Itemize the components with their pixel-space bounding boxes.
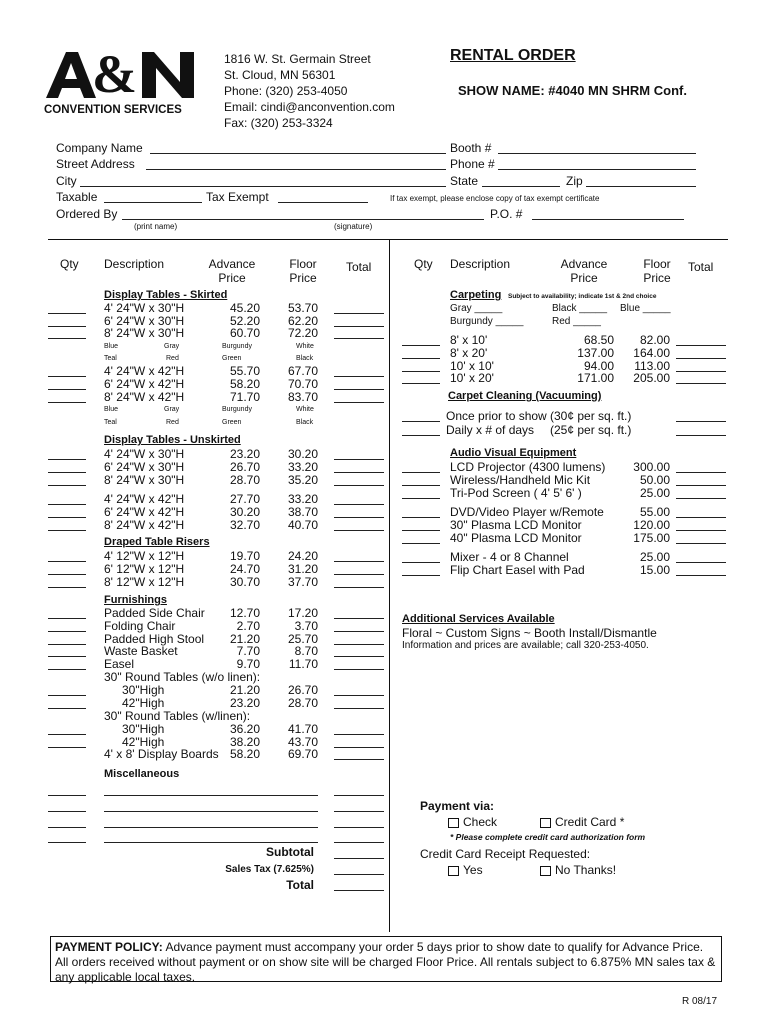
qty-field[interactable]	[402, 530, 440, 531]
item-description: 42"High	[122, 734, 165, 749]
additional-services-heading: Additional Services Available	[402, 613, 555, 625]
right-total-header: Total	[688, 260, 714, 274]
item-description: DVD/Video Player w/Remote	[450, 505, 604, 519]
round-linen-heading: 30" Round Tables (w/linen):	[104, 709, 251, 723]
floor-price: 41.70	[287, 722, 318, 736]
sales-tax-label: Sales Tax (7.625%)	[225, 864, 314, 875]
show-name: SHOW NAME: #4040 MN SHRM Conf.	[458, 83, 687, 98]
qty-field[interactable]	[48, 587, 86, 588]
qty-field[interactable]	[402, 498, 440, 499]
advance-price: 68.50	[583, 333, 614, 347]
additional-services-line2: Information and prices are available; call 320-253-4050.	[402, 640, 649, 651]
total-field[interactable]	[334, 313, 384, 314]
subtotal-label: Subtotal	[266, 845, 314, 859]
color-option: Red	[166, 355, 179, 362]
item-description: 4' 24"W x 30"H	[104, 301, 185, 315]
item-description: 6' 24"W x 42"H	[104, 504, 185, 519]
misc-qty-field[interactable]	[48, 811, 86, 812]
misc-description-field[interactable]	[104, 827, 318, 828]
color-option: Gray	[164, 343, 180, 350]
unit-price: 25.00	[639, 486, 670, 500]
unit-price: 175.00	[633, 531, 670, 545]
floor-price: 113.00	[634, 358, 670, 373]
total-field[interactable]	[334, 734, 384, 735]
left-qty-header: Qty	[60, 257, 79, 271]
unit-price: (25¢ per sq. ft.)	[550, 422, 632, 437]
item-description: 8' 24"W x 30"H	[104, 326, 185, 340]
total-field[interactable]	[334, 631, 384, 632]
total-field[interactable]	[676, 421, 726, 422]
floor-price: 26.70	[287, 683, 318, 697]
advance-price: 21.20	[229, 631, 260, 646]
total-field[interactable]	[334, 890, 384, 891]
floor-price: 70.70	[287, 376, 318, 391]
receipt-no-option[interactable]: No Thanks!	[540, 863, 616, 877]
advance-price: 9.70	[236, 657, 260, 672]
floor-price: 40.70	[287, 517, 318, 532]
total-field[interactable]	[676, 383, 726, 384]
item-description: 6' 24"W x 30"H	[104, 459, 185, 474]
total-field[interactable]	[334, 402, 384, 403]
advance-price: 60.70	[229, 326, 260, 340]
item-description: 8' 12"W x 12"H	[104, 574, 185, 589]
right-advance-header: Advance Price	[560, 257, 608, 285]
advance-price: 45.20	[229, 301, 260, 315]
city-field[interactable]	[80, 186, 446, 187]
company-label: Company Name	[56, 141, 143, 155]
qty-field[interactable]	[402, 371, 440, 372]
color-option: Green	[222, 355, 242, 362]
qty-field[interactable]	[402, 517, 440, 518]
carpet-note: Subject to availability; indicate 1st & 2nd choice	[508, 293, 657, 300]
qty-field[interactable]	[48, 561, 86, 562]
item-description: 8' x 20'	[450, 345, 488, 360]
item-description: 30"High	[122, 683, 165, 697]
carpet-color-gray[interactable]: Gray _____	[450, 303, 503, 314]
misc-description-field[interactable]	[104, 811, 318, 812]
qty-field[interactable]	[48, 376, 86, 377]
color-option: Blue	[104, 406, 119, 413]
street-label: Street Address	[56, 157, 135, 171]
total-field[interactable]	[676, 575, 726, 576]
misc-total-field[interactable]	[334, 827, 384, 828]
floor-price: 24.20	[287, 549, 318, 563]
address-fax: Fax: (320) 253-3324	[224, 116, 333, 130]
item-description: Easel	[104, 657, 135, 672]
svg-text:&: &	[92, 48, 137, 104]
qty-field[interactable]	[402, 575, 440, 576]
misc-qty-field[interactable]	[48, 795, 86, 796]
floor-price: 83.70	[287, 389, 318, 404]
checkbox-icon[interactable]	[448, 818, 459, 828]
payment-policy-label: PAYMENT POLICY:	[55, 940, 163, 954]
qty-field[interactable]	[48, 459, 86, 460]
item-description: Flip Chart Easel with Pad	[450, 563, 585, 577]
misc-total-field[interactable]	[334, 811, 384, 812]
right-description-header: Description	[450, 257, 511, 271]
misc-description-field[interactable]	[104, 795, 318, 796]
qty-field[interactable]	[48, 326, 86, 327]
total-field[interactable]	[676, 530, 726, 531]
advance-price: 7.70	[236, 644, 260, 659]
floor-price: 72.20	[287, 326, 318, 340]
total-field[interactable]	[334, 504, 384, 505]
item-description: Once prior to show	[446, 409, 547, 423]
state-field[interactable]	[482, 186, 560, 187]
qty-field[interactable]	[48, 504, 86, 505]
page-title: RENTAL ORDER	[450, 47, 576, 64]
carpet-color-black[interactable]: Black _____	[552, 303, 608, 314]
total-field[interactable]	[334, 338, 384, 339]
receipt-yes-option[interactable]: Yes	[448, 863, 483, 877]
advance-price: 26.70	[229, 459, 260, 474]
total-field[interactable]	[334, 574, 384, 575]
item-description: LCD Projector (4300 lumens)	[450, 460, 606, 474]
item-description: 30" Plasma LCD Monitor	[450, 518, 582, 532]
unit-price: 25.00	[639, 550, 670, 564]
payment-via-label: Payment via:	[420, 799, 495, 813]
floor-price: 30.20	[287, 447, 318, 461]
taxable-label: Taxable	[56, 190, 98, 204]
advance-price: 30.70	[229, 574, 260, 589]
item-description: 4' 24"W x 42"H	[104, 364, 185, 378]
advance-price: 2.70	[236, 618, 260, 633]
color-option: Green	[222, 419, 242, 426]
color-option: White	[296, 406, 314, 413]
additional-services-line1: Floral ~ Custom Signs ~ Booth Install/Dismantle	[402, 626, 657, 640]
color-option: Gray	[164, 406, 180, 413]
advance-price: 21.20	[229, 683, 260, 697]
total-field[interactable]	[676, 485, 726, 486]
item-description: Tri-Pod Screen ( 4' 5' 6' )	[450, 486, 582, 500]
advance-price: 55.70	[229, 364, 260, 378]
advance-price: 24.70	[229, 561, 260, 576]
furnishings-heading: Furnishings	[104, 594, 167, 606]
misc-description-field[interactable]	[104, 842, 318, 843]
item-description: 4' 24"W x 42"H	[104, 492, 185, 506]
unit-price: 300.00	[633, 460, 670, 474]
qty-field[interactable]	[402, 345, 440, 346]
item-description: 4' 12"W x 12"H	[104, 549, 185, 563]
item-description: 30"High	[122, 722, 165, 736]
logo-tagline: CONVENTION SERVICES	[44, 104, 182, 116]
item-description: Folding Chair	[104, 618, 176, 633]
receipt-requested-label: Credit Card Receipt Requested:	[420, 847, 591, 861]
column-divider	[389, 240, 390, 932]
floor-price: 38.70	[287, 504, 318, 519]
qty-field[interactable]	[48, 656, 86, 657]
total-field[interactable]	[334, 472, 384, 473]
advance-price: 58.20	[229, 376, 260, 391]
floor-price: 35.20	[287, 472, 318, 487]
qty-field[interactable]	[48, 669, 86, 670]
address-phone: Phone: (320) 253-4050	[224, 84, 348, 98]
exempt-note: If tax exempt, please enclose copy of tax exempt certificate	[390, 194, 600, 203]
advance-price: 28.70	[229, 472, 260, 487]
qty-field[interactable]	[402, 435, 440, 436]
carpet-color-blue[interactable]: Blue _____	[620, 303, 671, 314]
total-field[interactable]	[676, 562, 726, 563]
item-description: 8' 24"W x 42"H	[104, 517, 185, 532]
floor-price: 62.20	[287, 313, 318, 328]
qty-field[interactable]	[48, 631, 86, 632]
city-label: City	[56, 174, 77, 188]
ordered-by-field[interactable]	[122, 219, 484, 220]
total-field[interactable]	[676, 517, 726, 518]
misc-total-field[interactable]	[334, 795, 384, 796]
unit-price: 50.00	[639, 473, 670, 487]
total-field[interactable]	[676, 435, 726, 436]
total-field[interactable]	[334, 759, 384, 760]
display-unskirted-heading: Display Tables - Unskirted	[104, 434, 241, 446]
floor-price: 67.70	[287, 364, 318, 378]
payment-policy-box	[50, 936, 722, 982]
qty-field[interactable]	[48, 618, 86, 619]
tax-exempt-label: Tax Exempt	[206, 190, 269, 204]
taxable-field[interactable]	[104, 202, 202, 203]
advance-price: 38.20	[229, 734, 260, 749]
po-label: P.O. #	[490, 207, 523, 221]
total-field[interactable]	[334, 326, 384, 327]
total-field[interactable]	[334, 485, 384, 486]
misc-qty-field[interactable]	[48, 827, 86, 828]
qty-field[interactable]	[402, 421, 440, 422]
advance-price: 171.00	[577, 371, 614, 386]
floor-price: 3.70	[294, 618, 318, 633]
total-field[interactable]	[334, 669, 384, 670]
check-option[interactable]: Check	[448, 815, 497, 829]
advance-price: 27.70	[229, 492, 260, 506]
qty-field[interactable]	[48, 644, 86, 645]
total-field[interactable]	[334, 695, 384, 696]
address-city: St. Cloud, MN 56301	[224, 68, 336, 82]
total-field[interactable]	[334, 644, 384, 645]
total-field[interactable]	[334, 459, 384, 460]
floor-price: 17.20	[287, 606, 318, 620]
section-divider	[48, 239, 728, 240]
floor-price: 8.70	[294, 644, 318, 659]
phone-field[interactable]	[498, 169, 696, 170]
item-description: 42"High	[122, 695, 165, 710]
checkbox-icon[interactable]	[448, 866, 459, 876]
item-description: 6' 24"W x 30"H	[104, 313, 185, 328]
qty-field[interactable]	[48, 389, 86, 390]
payment-policy-text: Advance payment must accompany your order 5 days prior to show date to qualify for Advance Price. All orders received without payment or on show site will be charged Floor Price. All rentals subject to 6.875% MN sales tax & any applicable local taxes.	[55, 940, 716, 984]
color-option: Burgundy	[222, 343, 252, 350]
credit-card-note: * Please complete credit card authorization form	[450, 832, 646, 842]
qty-field[interactable]	[402, 358, 440, 359]
address-email: Email: cindi@anconvention.com	[224, 100, 395, 114]
qty-field[interactable]	[402, 562, 440, 563]
checkbox-icon[interactable]	[540, 818, 551, 828]
advance-price: 137.00	[577, 345, 614, 360]
item-description: 8' x 10'	[450, 333, 488, 347]
color-option: Blue	[104, 343, 119, 350]
advance-price: 19.70	[229, 549, 260, 563]
print-name-hint: (print name)	[134, 222, 178, 231]
color-option: Black	[296, 355, 314, 362]
qty-field[interactable]	[48, 708, 86, 709]
total-field[interactable]	[334, 389, 384, 390]
qty-field[interactable]	[48, 695, 86, 696]
left-total-header: Total	[346, 260, 372, 274]
subtotal-field[interactable]	[334, 858, 384, 859]
total-field[interactable]	[676, 543, 726, 544]
floor-price: 164.00	[633, 345, 670, 360]
item-description: 6' 12"W x 12"H	[104, 561, 185, 576]
left-description-header: Description	[104, 257, 165, 271]
left-floor-header: Floor Price	[289, 257, 317, 285]
total-field[interactable]	[334, 747, 384, 748]
floor-price: 82.00	[639, 333, 670, 347]
item-description: 6' 24"W x 42"H	[104, 376, 185, 391]
color-option: Red	[166, 419, 179, 426]
item-description: 40" Plasma LCD Monitor	[450, 531, 582, 545]
floor-price: 33.20	[287, 492, 318, 506]
company-logo	[44, 48, 204, 118]
item-description: Mixer - 4 or 8 Channel	[450, 550, 569, 564]
miscellaneous-heading: Miscellaneous	[104, 768, 180, 780]
qty-field[interactable]	[48, 574, 86, 575]
floor-price: 33.20	[287, 459, 318, 474]
item-description: Padded Side Chair	[104, 606, 205, 620]
draped-risers-heading: Draped Table Risers	[104, 536, 210, 548]
qty-field[interactable]	[48, 517, 86, 518]
qty-field[interactable]	[402, 485, 440, 486]
color-option: Burgundy	[222, 406, 252, 413]
round-no-linen-heading: 30" Round Tables (w/o linen):	[104, 670, 261, 684]
qty-field[interactable]	[48, 402, 86, 403]
total-field[interactable]	[334, 561, 384, 562]
street-field[interactable]	[146, 169, 446, 170]
floor-price: 205.00	[633, 371, 670, 386]
misc-qty-field[interactable]	[48, 842, 86, 843]
item-description: Wireless/Handheld Mic Kit	[450, 473, 591, 487]
signature-hint: (signature)	[334, 222, 373, 231]
display-skirted-heading: Display Tables - Skirted	[104, 289, 228, 301]
zip-label: Zip	[566, 174, 583, 188]
advance-price: 36.20	[229, 722, 260, 736]
unit-price: 120.00	[633, 518, 670, 532]
floor-price: 37.70	[287, 574, 318, 589]
qty-field[interactable]	[402, 543, 440, 544]
total-field[interactable]	[334, 530, 384, 531]
unit-price: 15.00	[639, 563, 670, 577]
item-description: 10' x 10'	[450, 358, 494, 373]
floor-price: 43.70	[287, 734, 318, 749]
right-qty-header: Qty	[414, 257, 433, 271]
item-description: 8' 24"W x 30"H	[104, 472, 185, 487]
state-label: State	[450, 174, 479, 188]
advance-price: 30.20	[229, 504, 260, 519]
item-description: 4' 24"W x 30"H	[104, 447, 185, 461]
color-option: Black	[296, 419, 314, 426]
floor-price: 69.70	[287, 747, 318, 761]
advance-price: 58.20	[229, 747, 260, 761]
ordered-by-label: Ordered By	[56, 207, 118, 221]
total-field[interactable]	[676, 498, 726, 499]
item-description: Daily x # of days	[446, 422, 535, 437]
address-street: 1816 W. St. Germain Street	[224, 52, 371, 66]
carpet-color-red[interactable]: Red _____	[552, 316, 601, 327]
total-field[interactable]	[676, 472, 726, 473]
qty-field[interactable]	[48, 734, 86, 735]
total-field[interactable]	[334, 618, 384, 619]
zip-field[interactable]	[586, 186, 696, 187]
advance-price: 52.20	[229, 313, 260, 328]
advance-price: 71.70	[229, 389, 260, 404]
total-field[interactable]	[334, 517, 384, 518]
qty-field[interactable]	[48, 338, 86, 339]
item-description: 10' x 20'	[450, 371, 494, 386]
color-option: White	[296, 343, 314, 350]
total-field[interactable]	[334, 587, 384, 588]
total-field[interactable]	[334, 656, 384, 657]
po-field[interactable]	[532, 219, 684, 220]
company-field[interactable]	[150, 153, 446, 154]
total-field[interactable]	[334, 376, 384, 377]
carpet-color-burgundy[interactable]: Burgundy _____	[450, 316, 524, 327]
checkbox-icon[interactable]	[540, 866, 551, 876]
left-advance-header: Advance Price	[208, 257, 256, 285]
total-field[interactable]	[334, 708, 384, 709]
color-option: Teal	[104, 419, 117, 426]
booth-field[interactable]	[498, 153, 696, 154]
total-field[interactable]	[676, 345, 726, 346]
misc-total-field[interactable]	[334, 842, 384, 843]
item-description: Waste Basket	[104, 644, 178, 659]
item-description: 8' 24"W x 42"H	[104, 389, 185, 404]
audio-visual-heading: Audio Visual Equipment	[450, 447, 577, 459]
floor-price: 28.70	[287, 695, 318, 710]
floor-price: 31.20	[287, 561, 318, 576]
floor-price: 11.70	[288, 657, 318, 672]
credit-card-option[interactable]: Credit Card *	[540, 815, 624, 829]
floor-price: 25.70	[287, 631, 318, 646]
advance-price: 12.70	[229, 606, 260, 620]
advance-price: 23.20	[229, 695, 260, 710]
floor-price: 53.70	[287, 301, 318, 315]
qty-field[interactable]	[402, 383, 440, 384]
carpet-cleaning-heading: Carpet Cleaning (Vacuuming)	[448, 390, 602, 402]
unit-price: (30¢ per sq. ft.)	[550, 409, 632, 423]
item-description: 4' x 8' Display Boards	[104, 747, 219, 761]
qty-field[interactable]	[48, 485, 86, 486]
qty-field[interactable]	[48, 747, 86, 748]
total-field[interactable]	[676, 371, 726, 372]
booth-label: Booth #	[450, 141, 492, 155]
total-field[interactable]	[676, 358, 726, 359]
sales-tax-field[interactable]	[334, 874, 384, 875]
phone-label: Phone #	[450, 157, 495, 171]
tax-exempt-field[interactable]	[278, 202, 368, 203]
carpeting-heading: Carpeting	[450, 289, 502, 301]
color-option: Teal	[104, 355, 117, 362]
item-description: Padded High Stool	[104, 631, 205, 646]
qty-field[interactable]	[48, 530, 86, 531]
unit-price: 55.00	[639, 505, 670, 519]
qty-field[interactable]	[48, 472, 86, 473]
advance-price: 94.00	[583, 358, 614, 373]
right-floor-header: Floor Price	[643, 257, 671, 285]
advance-price: 23.20	[229, 447, 260, 461]
advance-price: 32.70	[229, 517, 260, 532]
revision-label: R 08/17	[682, 996, 718, 1007]
qty-field[interactable]	[402, 472, 440, 473]
total-label: Total	[286, 878, 314, 892]
qty-field[interactable]	[48, 313, 86, 314]
